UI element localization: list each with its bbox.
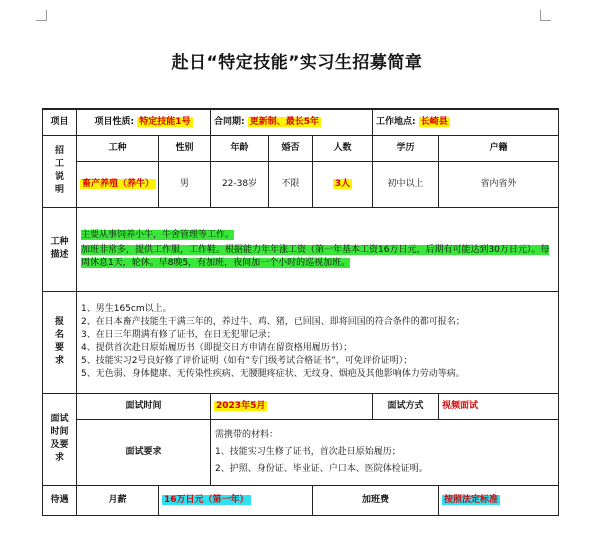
header-count: 人数	[313, 135, 373, 161]
margin-mark-top-right	[540, 10, 551, 21]
work-desc-line-2: 加班非常多，提供工作服，工作鞋。根据能力年年涨工资（第一年基本工资16万日元，后期有可能达到30万日元）。每周休息1天，轮休。早8晚5，有加班，夜间加一个小时的巡视加班。	[81, 244, 550, 268]
interview-method-label: 面试方式	[373, 393, 439, 419]
treatment-label: 待遇	[43, 485, 77, 515]
contract-term-value: 更新制、最长5年	[249, 116, 320, 127]
project-nature-label: 项目性质:	[94, 116, 135, 127]
header-age: 年龄	[211, 135, 269, 161]
work-desc-label: 工种描述	[43, 207, 77, 291]
header-education: 学历	[373, 135, 439, 161]
requirement-item-6: 5、无色弱、身体健康、无传染性疾病、无腰腿疼症状、无纹身、烟疤及其他影响体力劳动等病。	[81, 369, 465, 379]
work-location-label: 工作地点:	[376, 116, 416, 127]
requirements-row	[43, 291, 559, 393]
interview-req-line-2: 1、技能实习生修了证书，首次赴日原始履历；	[215, 446, 401, 457]
project-nature-value: 特定技能1号	[139, 116, 191, 127]
margin-mark-top-left	[36, 10, 47, 21]
document-title: 赴日“特定技能”实习生招募简章	[171, 53, 423, 73]
gender-value: 男	[159, 161, 211, 207]
recruit-label: 招工说明	[43, 135, 77, 207]
work-location-value: 长崎县	[420, 116, 448, 127]
project-label: 项目	[43, 109, 77, 135]
interview-time-label: 面试时间	[77, 393, 211, 419]
interview-method-value: 视频面试	[442, 400, 479, 411]
header-gender: 性别	[159, 135, 211, 161]
interview-req-row	[43, 419, 559, 485]
requirement-item-3: 3、在日三年期满有修了证书，在日无犯罪记录；	[81, 330, 276, 340]
job-type-value: 畜产养殖（养牛）	[82, 178, 155, 189]
salary-cell	[159, 485, 313, 515]
work-desc-row	[43, 207, 559, 291]
recruit-header-row	[43, 135, 559, 161]
interview-time-value: 2023年5月	[216, 400, 266, 411]
salary-value: 16万日元（第一年）	[164, 494, 249, 505]
requirement-item-2: 2、在日本畜产技能生干满三年的，养过牛、鸡、猪，已回国、即将回国的符合条件的都可报名；	[81, 317, 465, 327]
work-desc-line-1: 主要从事饲养小牛，牛舍管理等工作。	[81, 229, 235, 240]
project-row	[43, 109, 559, 135]
marital-value: 不限	[269, 161, 313, 207]
salary-label: 月薪	[77, 485, 159, 515]
interview-method-cell	[439, 393, 559, 419]
overtime-cell	[439, 485, 559, 515]
recruit-data-row	[43, 161, 559, 207]
interview-req-line-3: 2、护照、身份证、毕业证、户口本、医院体检证明。	[215, 463, 428, 474]
age-value: 22-38岁	[211, 161, 269, 207]
treatment-row	[43, 485, 559, 515]
work-desc-content	[77, 207, 559, 291]
interview-label: 面试时间及要求	[43, 393, 77, 485]
interview-req-line-1: 需携带的材料：	[215, 429, 279, 440]
recruitment-table	[42, 108, 559, 516]
requirements-label: 报名要求	[43, 291, 77, 393]
overtime-value: 按照法定标准	[444, 494, 499, 505]
interview-req-content	[211, 419, 559, 485]
header-residence: 户籍	[439, 135, 559, 161]
work-location-cell	[373, 109, 559, 135]
education-value: 初中以上	[373, 161, 439, 207]
contract-term-label: 合同期:	[214, 116, 245, 127]
interview-time-row	[43, 393, 559, 419]
project-nature-cell	[77, 109, 211, 135]
count-cell	[313, 161, 373, 207]
requirements-content	[77, 291, 559, 393]
job-type-cell	[77, 161, 159, 207]
header-job-type: 工种	[77, 135, 159, 161]
requirement-item-4: 4、提供首次赴日原始履历书（即提交日方申请在留资格用履历书）；	[81, 343, 353, 353]
header-marital: 婚否	[269, 135, 313, 161]
contract-term-cell	[211, 109, 373, 135]
requirement-item-5: 5、技能实习2号良好修了评价证明（如有“专门级考试合格证书”，可免评价证明）；	[81, 356, 413, 366]
interview-time-cell	[211, 393, 373, 419]
requirement-item-1: 1、男生165cm以上。	[81, 304, 172, 314]
overtime-label: 加班费	[313, 485, 439, 515]
count-value: 3人	[334, 178, 351, 189]
residence-value: 省内省外	[439, 161, 559, 207]
interview-req-label: 面试要求	[77, 419, 211, 485]
